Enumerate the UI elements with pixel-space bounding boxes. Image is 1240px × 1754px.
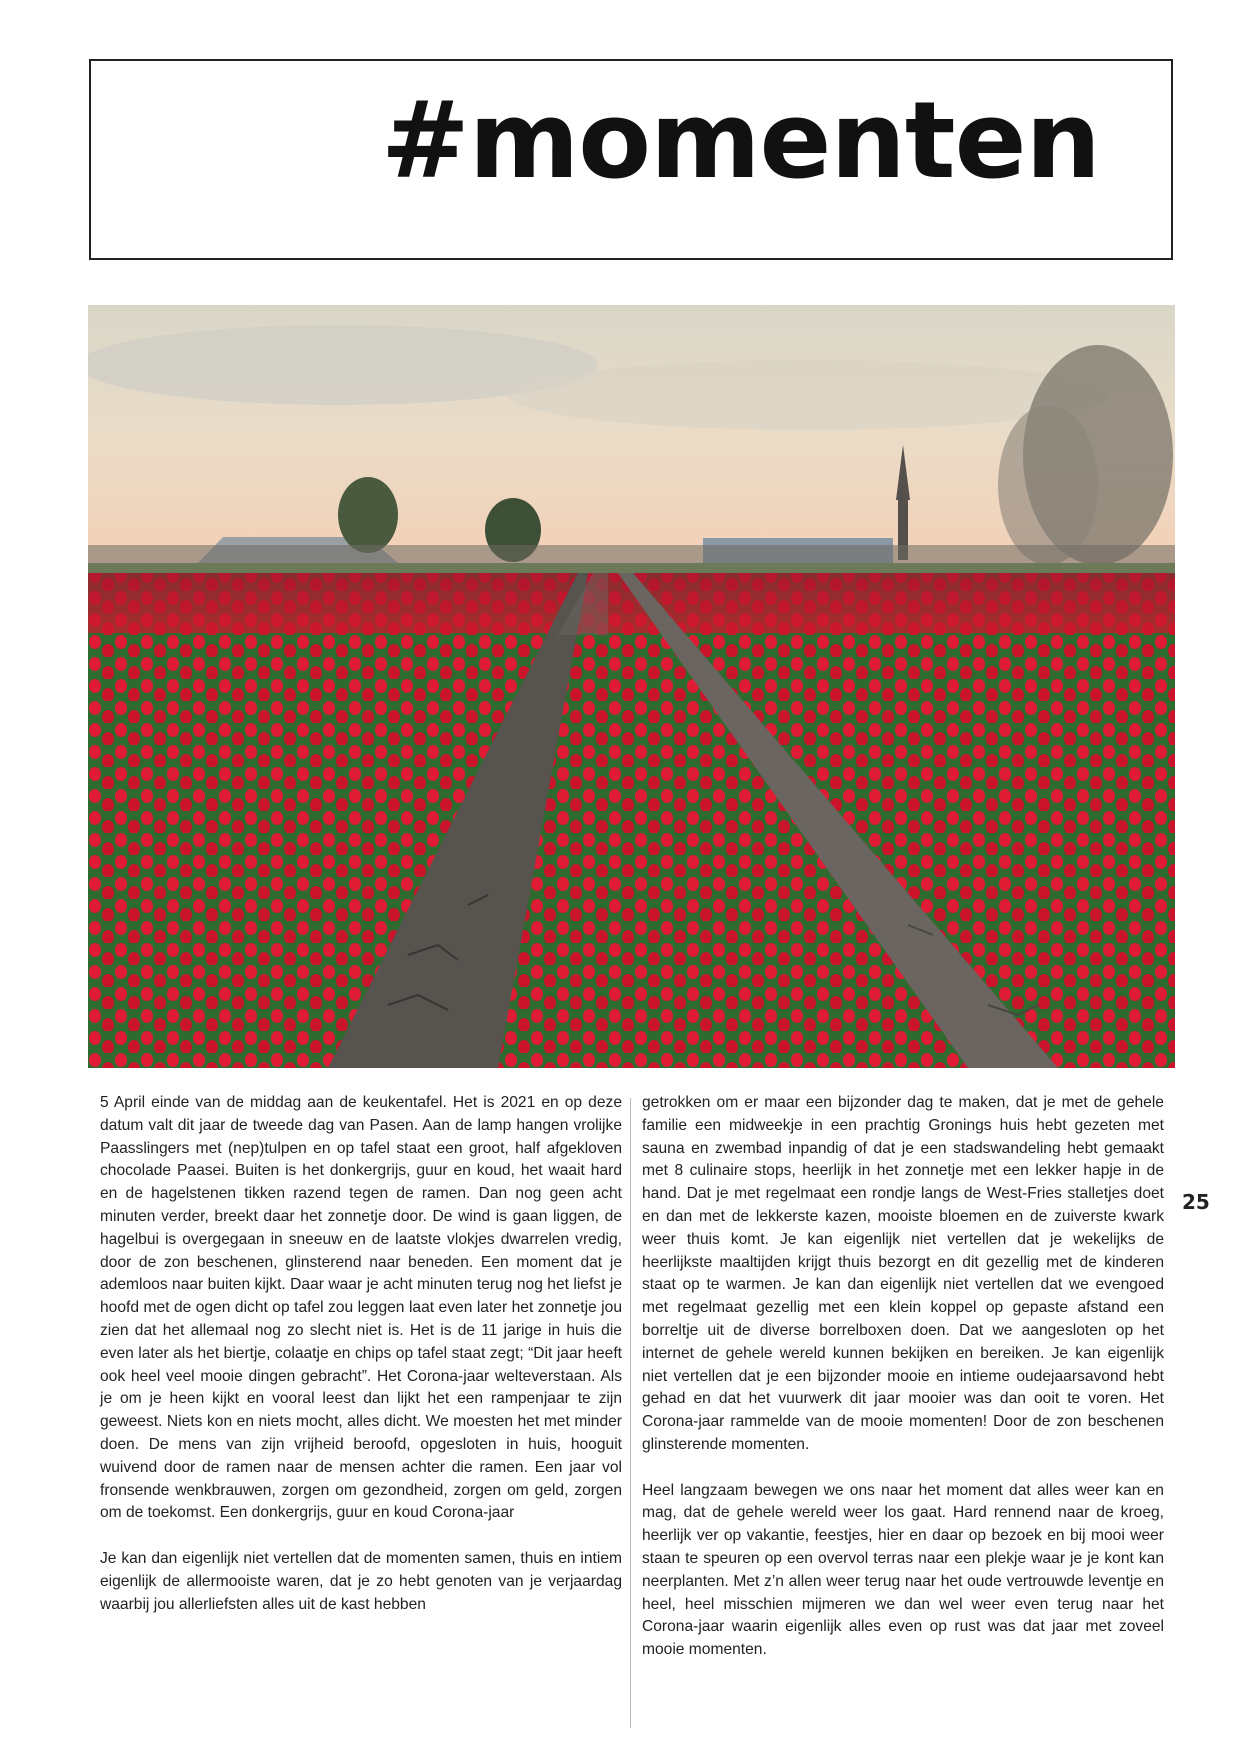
article-column-left bbox=[100, 1092, 622, 1639]
paragraph: getrokken om er maar een bijzonder dag te maken, dat je met de gehele familie een midweekje in een prachtig Gronings huis hebt gezeten met sauna en zwembad inpandig of dat je een stadswandeling hebt gemaakt met 8 culinaire stops, heerlijk in het zonnetje met een lekker hapje in de hand. Dat je met regelmaat een rondje langs de West-Fries stalletjes doet en dan met de lekkerste kazen, mooiste bloemen en de zuiverste kwark weer thuis komt. Je kan eigenlijk niet vertellen dat je wekelijks de heerlijkste maaltijden krijgt thuis bezorgt en dit gezellig met de kinderen staat op te warmen. Je kan dan eigenlijk niet vertellen dat we evengoed met regelmaat gezellig met een klein koppel op gepaste afstand een borreltje uit de diverse borrelboxen doen. Dat we aangesloten op het internet de gehele wereld kunnen bekijken en bereiken. Je kan eigenlijk niet vertellen dat je een bijzonder mooie en intieme oudejaarsavond hebt gehad en dat het vuurwerk dit jaar mooier was dan ooit te voren. Het Corona-jaar rammelde van de mooie momenten! Door de zon beschenen glinsterende momenten. bbox=[642, 1094, 1164, 1453]
tulip-field bbox=[88, 573, 1175, 1068]
page-title: #momenten bbox=[381, 79, 1100, 202]
paragraph: Heel langzaam bewegen we ons naar het moment dat alles weer kan en mag, dat de gehele wereld weer los gaat. Hard rennend naar de kroeg, heerlijk ver op vakantie, feestjes, hier en daar op bezoek en bij mooi weer staan te speuren op een overvol terras naar een plekje waar je je kont kan neerplanten. Met z’n allen weer terug naar het oude vertrouwde leventje en heel, heel misschien mijmeren we dan wel weer even terug naar het Corona-jaar waarin eigenlijk alles even op rust was dat jaar met zoveel mooie momenten. bbox=[642, 1481, 1164, 1659]
paragraph: 5 April einde van de middag aan de keukentafel. Het is 2021 en op deze datum valt dit jaar de tweede dag van Pasen. Aan de lamp hangen vrolijke Paasslingers met (nep)tulpen en op tafel staat een groot, half afgekloven chocolade Paasei. Buiten is het donkergrijs, guur en koud, het waait hard en de hagelstenen tikken razend tegen de ramen. Dan nog geen acht minuten verder, breekt daar het zonnetje door. De wind is gaan liggen, de hagelbui is overgegaan in sneeuw en de laatste vlokjes dwarrelen vredig, door de zon beschenen, glinsterend naar beneden. Een moment dat je ademloos naar buiten kijkt. Daar waar je acht minuten terug nog het liefst je hoofd met de ogen dicht op tafel zou leggen laat even later het zonnetje jou zien dat het allemaal nog zo slecht niet is. Het is de 11 jarige in huis die even later als het biertje, colaatje en chips op tafel staat zegt; “Dit jaar heeft ook heel veel mooie dingen gebracht”. Het Corona-jaar welteverstaan. Als je om je heen kijkt en vooral leest dan lijkt het een rampenjaar te zijn geweest. Niets kon en niets mocht, alles dicht. We moesten het met minder doen. De mens van zijn vrijheid beroofd, opgesloten in huis, hooguit wuivend door de ramen naar de mensen achter die ramen. Een jaar vol fronsende wenkbrauwen, zorgen om gezondheid, zorgen om geld, zorgen om de toekomst. Een donkergrijs, guur en koud Corona-jaar bbox=[100, 1094, 622, 1522]
paragraph: Je kan dan eigenlijk niet vertellen dat de momenten samen, thuis en intiem eigenlijk de allermooiste waren, dat je zo hebt genoten van je verjaardag waarbij jou allerliefsten alles uit de kast hebben bbox=[100, 1549, 622, 1613]
title-box bbox=[89, 59, 1173, 260]
tulip-field-photo bbox=[88, 305, 1175, 1068]
page-number: 25 bbox=[1182, 1190, 1210, 1214]
column-divider bbox=[630, 1098, 631, 1728]
tulip-field-illustration bbox=[88, 305, 1175, 1068]
article-column-right bbox=[642, 1092, 1164, 1685]
